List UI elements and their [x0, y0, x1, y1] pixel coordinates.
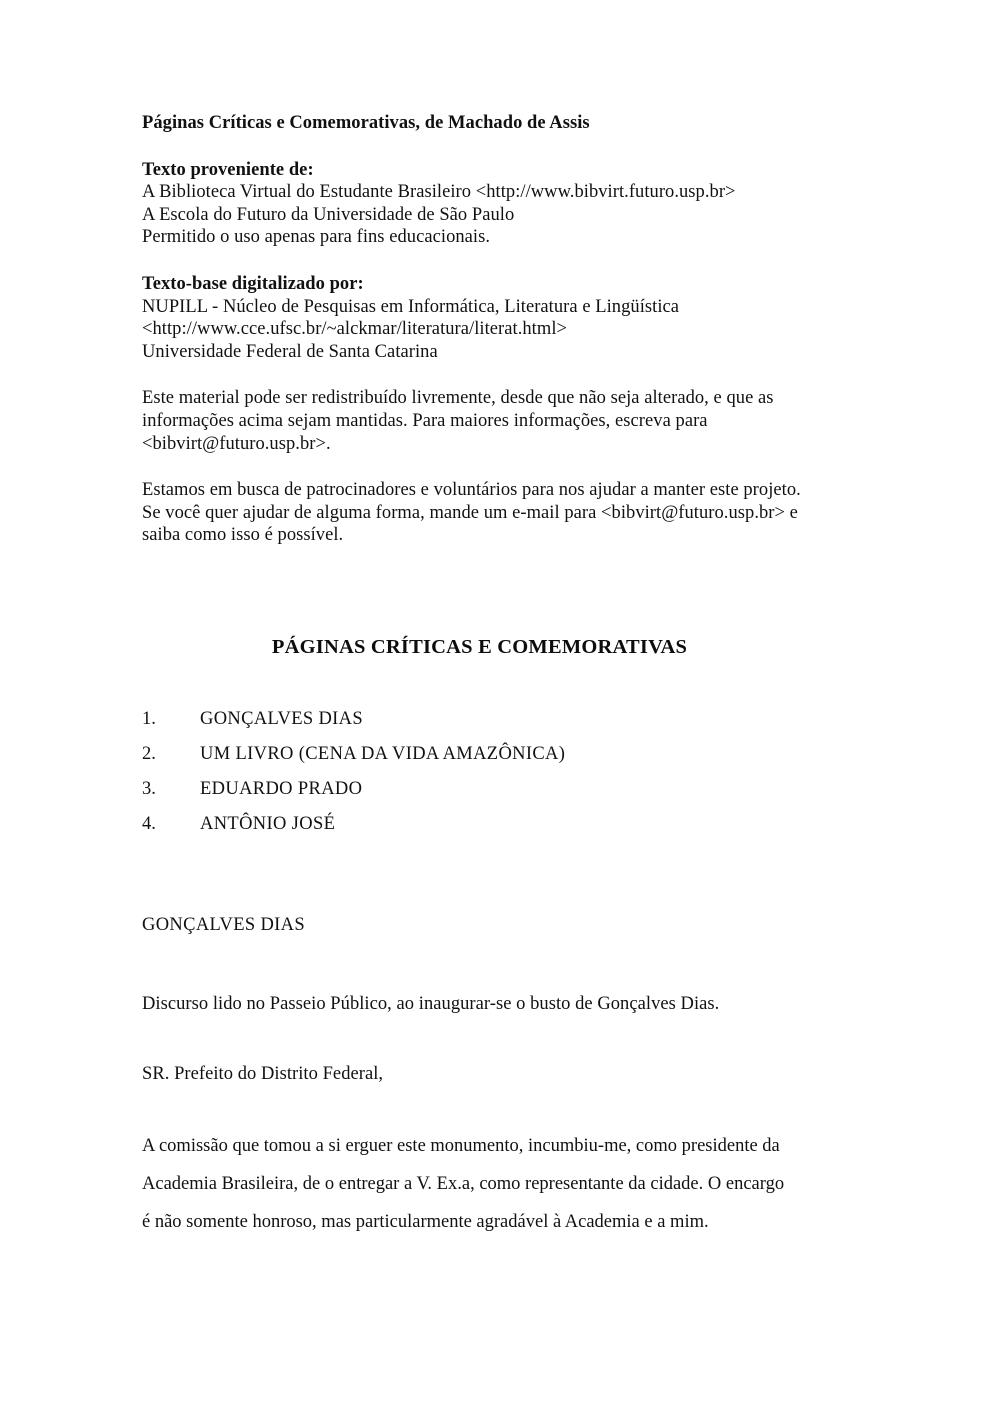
- source-block: [142, 159, 882, 249]
- digitized-line-3: Universidade Federal de Santa Catarina: [142, 341, 438, 362]
- list-item-label: EDUARDO PRADO: [200, 778, 363, 799]
- document-header-title: Páginas Críticas e Comemorativas, de Machado de Assis: [142, 113, 590, 133]
- list-item-number: 2.: [142, 743, 156, 764]
- digitized-heading: Texto-base digitalizado por:: [142, 273, 364, 294]
- sponsors-line-2: Se você quer ajudar de alguma forma, mande um e-mail para <bibvirt@futuro.usp.br> e: [142, 502, 798, 523]
- sponsors-line-1: Estamos em busca de patrocinadores e voluntários para nos ajudar a manter este projeto.: [142, 480, 801, 501]
- list-item[interactable]: [142, 807, 882, 842]
- list-item-label: GONÇALVES DIAS: [200, 708, 364, 729]
- list-item-number: 1.: [142, 708, 156, 729]
- list-item[interactable]: [142, 772, 882, 807]
- chapter-subtitle: Discurso lido no Passeio Público, ao inaugurar-se o busto de Gonçalves Dias.: [142, 993, 720, 1014]
- source-line-3: Permitido o uso apenas para fins educacionais.: [142, 227, 491, 248]
- list-item[interactable]: [142, 702, 882, 737]
- spacer: [142, 249, 882, 273]
- redistribution-line-3: <bibvirt@futuro.usp.br>.: [142, 433, 331, 454]
- redistribution-block: [142, 387, 882, 455]
- list-item-label: ANTÔNIO JOSÉ: [200, 813, 336, 834]
- redistribution-line-2: informações acima sejam mantidas. Para maiores informações, escreva para: [142, 410, 708, 431]
- sponsors-block: [142, 479, 882, 547]
- list-item-number: 3.: [142, 778, 156, 799]
- spacer: [142, 937, 882, 993]
- chapter-body-line-1: A comissão que tomou a si erguer este monumento, incumbiu-me, como presidente da: [142, 1135, 780, 1156]
- list-item-number: 4.: [142, 813, 156, 834]
- spacer: [142, 547, 882, 636]
- sponsors-line-3: saiba como isso é possível.: [142, 525, 344, 546]
- source-line-2: A Escola do Futuro da Universidade de São Paulo: [142, 204, 515, 225]
- spacer: [142, 455, 882, 479]
- digitized-line-2: <http://www.cce.ufsc.br/~alckmar/literatura/literat.html>: [142, 319, 567, 340]
- source-line-1: A Biblioteca Virtual do Estudante Brasileiro <http://www.bibvirt.futuro.usp.br>: [142, 182, 736, 203]
- spacer: [142, 363, 882, 387]
- chapter-body: [142, 1127, 867, 1241]
- redistribution-line-1: Este material pode ser redistribuído livremente, desde que não seja alterado, e que as: [142, 388, 774, 409]
- spacer: [142, 1086, 882, 1127]
- spacer: [142, 135, 882, 159]
- digitized-line-1: NUPILL - Núcleo de Pesquisas em Informática, Literatura e Lingüística: [142, 296, 680, 317]
- digitized-block: [142, 273, 882, 363]
- spacer: [142, 1015, 882, 1063]
- chapter-salutation: SR. Prefeito do Distrito Federal,: [142, 1064, 384, 1085]
- chapter-body-line-2: Academia Brasileira, de o entregar a V. Ex.a, como representante da cidade. O encargo: [142, 1173, 785, 1194]
- list-item-label: UM LIVRO (CENA DA VIDA AMAZÔNICA): [200, 743, 566, 764]
- document-content: [142, 112, 882, 1241]
- page-title: PÁGINAS CRÍTICAS E COMEMORATIVAS: [271, 635, 688, 658]
- list-item[interactable]: [142, 737, 882, 772]
- contents-list: [142, 702, 882, 842]
- chapter-heading: GONÇALVES DIAS: [142, 914, 306, 935]
- chapter-body-line-3: é não somente honroso, mas particularmente agradável à Academia e a mim.: [142, 1211, 709, 1232]
- source-heading: Texto proveniente de:: [142, 159, 314, 180]
- spacer: [142, 842, 882, 914]
- spacer: [142, 659, 882, 702]
